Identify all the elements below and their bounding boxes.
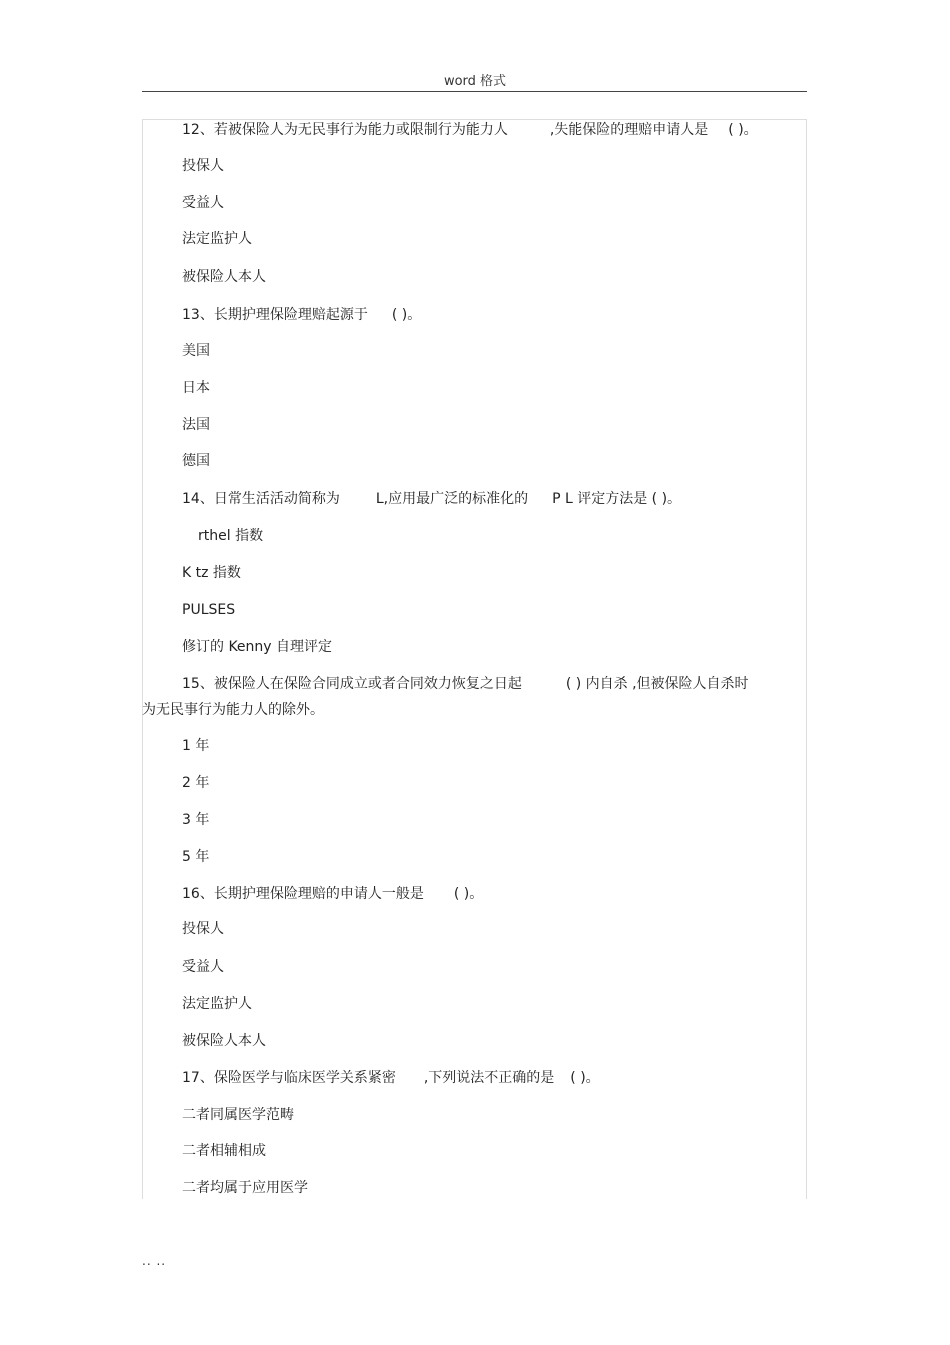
content-frame-top <box>142 119 807 120</box>
question-12-option-4: 被保险人本人 <box>182 269 266 285</box>
question-15-stem <box>182 675 749 693</box>
question-15-option-4: 5 年 <box>182 849 210 865</box>
question-14-stem-b: L,应用最广泛的标准化的 <box>375 491 529 507</box>
question-15-stem-b: ( ) 内自杀 ,但被保险人自杀时 <box>565 676 749 692</box>
question-17-stem-a: 17、保险医学与临床医学关系紧密 <box>182 1070 396 1086</box>
question-14-option-3: PULSES <box>182 602 236 618</box>
question-17-option-2: 二者相辅相成 <box>182 1143 266 1159</box>
question-17-stem-b: ,下列说法不正确的是 <box>423 1070 555 1086</box>
question-12-option-1: 投保人 <box>182 158 224 174</box>
question-17-option-1: 二者同属医学范畴 <box>182 1107 294 1123</box>
question-13-stem-b: ( )。 <box>391 307 422 323</box>
question-15-option-1: 1 年 <box>182 738 210 754</box>
header-rule <box>142 91 807 92</box>
question-12-stem-b: ,失能保险的理赔申请人是 <box>549 122 709 138</box>
question-13-option-2: 日本 <box>182 380 210 396</box>
question-12-option-2: 受益人 <box>182 195 224 211</box>
question-13-option-3: 法国 <box>182 417 210 433</box>
question-16-option-2: 受益人 <box>182 959 224 975</box>
question-14-stem-c: P L 评定方法是 ( )。 <box>552 491 682 507</box>
question-12-option-3: 法定监护人 <box>182 231 252 247</box>
content-frame-left <box>142 119 143 1199</box>
question-17-stem <box>182 1069 600 1087</box>
question-17-option-3: 二者均属于应用医学 <box>182 1180 308 1196</box>
question-16-option-4: 被保险人本人 <box>182 1033 266 1049</box>
header-title: word 格式 <box>443 74 507 89</box>
question-16-stem-a: 16、长期护理保险理赔的申请人一般是 <box>182 886 424 902</box>
question-17-stem-c: ( )。 <box>570 1070 600 1086</box>
question-14-stem <box>182 490 681 508</box>
question-16-option-1: 投保人 <box>182 921 224 937</box>
question-14-stem-a: 14、日常生活活动简称为 <box>182 491 340 507</box>
question-15-option-2: 2 年 <box>182 775 210 791</box>
question-16-option-3: 法定监护人 <box>182 996 252 1012</box>
question-15-option-3: 3 年 <box>182 812 210 828</box>
question-16-stem-b: ( )。 <box>453 886 484 902</box>
content-frame-right <box>806 119 807 1199</box>
question-16-stem <box>182 885 483 903</box>
question-14-option-4: 修订的 Kenny 自理评定 <box>182 639 333 655</box>
question-13-option-1: 美国 <box>182 343 210 359</box>
question-12-stem-c: ( )。 <box>728 122 758 138</box>
question-14-option-2: K tz 指数 <box>182 565 241 581</box>
question-15-stem-a: 15、被保险人在保险合同成立或者合同效力恢复之日起 <box>182 676 522 692</box>
question-15-stem-line2: 为无民事行为能力人的除外。 <box>142 702 324 718</box>
page-footer: .. .. <box>142 1254 167 1268</box>
question-14-option-1: rthel 指数 <box>198 528 264 544</box>
question-13-stem-a: 13、长期护理保险理赔起源于 <box>182 307 368 323</box>
question-13-stem <box>182 306 421 324</box>
question-12-stem <box>182 121 758 139</box>
question-13-option-4: 德国 <box>182 453 210 469</box>
question-12-stem-a: 12、若被保险人为无民事行为能力或限制行为能力人 <box>182 122 508 138</box>
